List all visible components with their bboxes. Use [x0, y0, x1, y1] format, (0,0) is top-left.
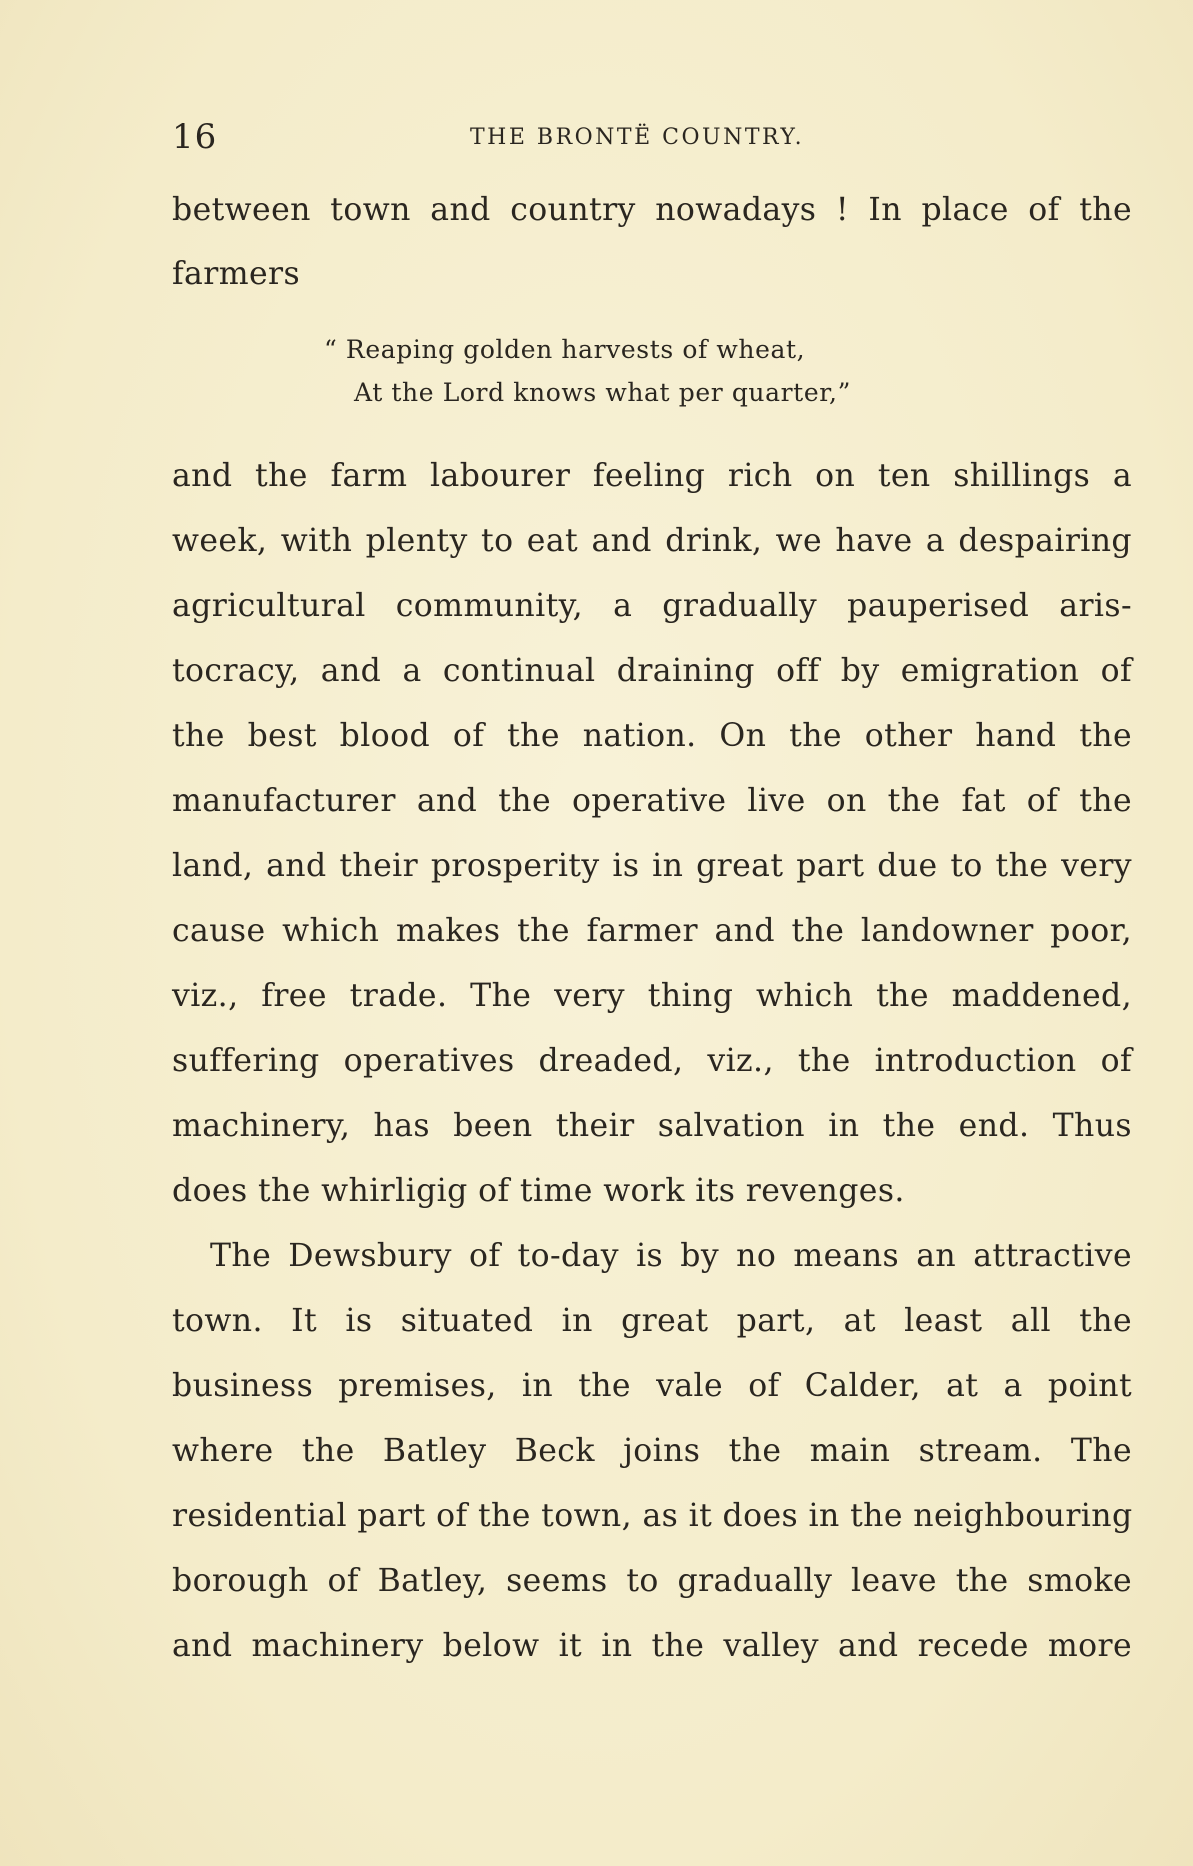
- text-line: and the farm labourer feeling rich on ten shillings a: [172, 458, 1132, 494]
- text-line: machinery, has been their salvation in the end. Thus: [172, 1108, 1132, 1144]
- text-line: business premises, in the vale of Calder, at a point: [172, 1368, 1132, 1404]
- text-line: agricultural community, a gradually pauperised aris-: [172, 588, 1132, 624]
- text-line: land, and their prosperity is in great part due to the very: [172, 848, 1132, 884]
- page-number: 16: [172, 117, 218, 157]
- quote-line: At the Lord knows what per quarter,”: [354, 378, 851, 407]
- text-line: between town and country nowadays ! In place of the: [172, 192, 1132, 228]
- text-line: does the whirligig of time work its revenges.: [172, 1173, 905, 1209]
- text-line: borough of Batley, seems to gradually leave the smoke: [172, 1563, 1132, 1599]
- text-line: The Dewsbury of to-day is by no means an attractive: [210, 1238, 1132, 1274]
- page-header: [172, 112, 832, 162]
- text-line: cause which makes the farmer and the landowner poor,: [172, 913, 1132, 949]
- text-line: farmers: [172, 256, 301, 292]
- running-title: THE BRONTË COUNTRY.: [470, 125, 805, 150]
- text-line: where the Batley Beck joins the main stream. The: [172, 1433, 1132, 1469]
- text-line: residential part of the town, as it does in the neighbouring: [172, 1498, 1133, 1534]
- text-line: viz., free trade. The very thing which the maddened,: [172, 978, 1132, 1014]
- text-line: the best blood of the nation. On the other hand the: [172, 718, 1132, 754]
- text-line: and machinery below it in the valley and recede more: [172, 1628, 1132, 1664]
- text-line: tocracy, and a continual draining off by emigration of: [172, 653, 1132, 689]
- text-line: town. It is situated in great part, at least all the: [172, 1303, 1132, 1339]
- quote-line: “ Reaping golden harvests of wheat,: [324, 335, 806, 364]
- text-line: suffering operatives dreaded, viz., the introduction of: [172, 1043, 1132, 1079]
- text-line: manufacturer and the operative live on the fat of the: [172, 783, 1132, 819]
- text-line: week, with plenty to eat and drink, we have a despairing: [172, 523, 1132, 559]
